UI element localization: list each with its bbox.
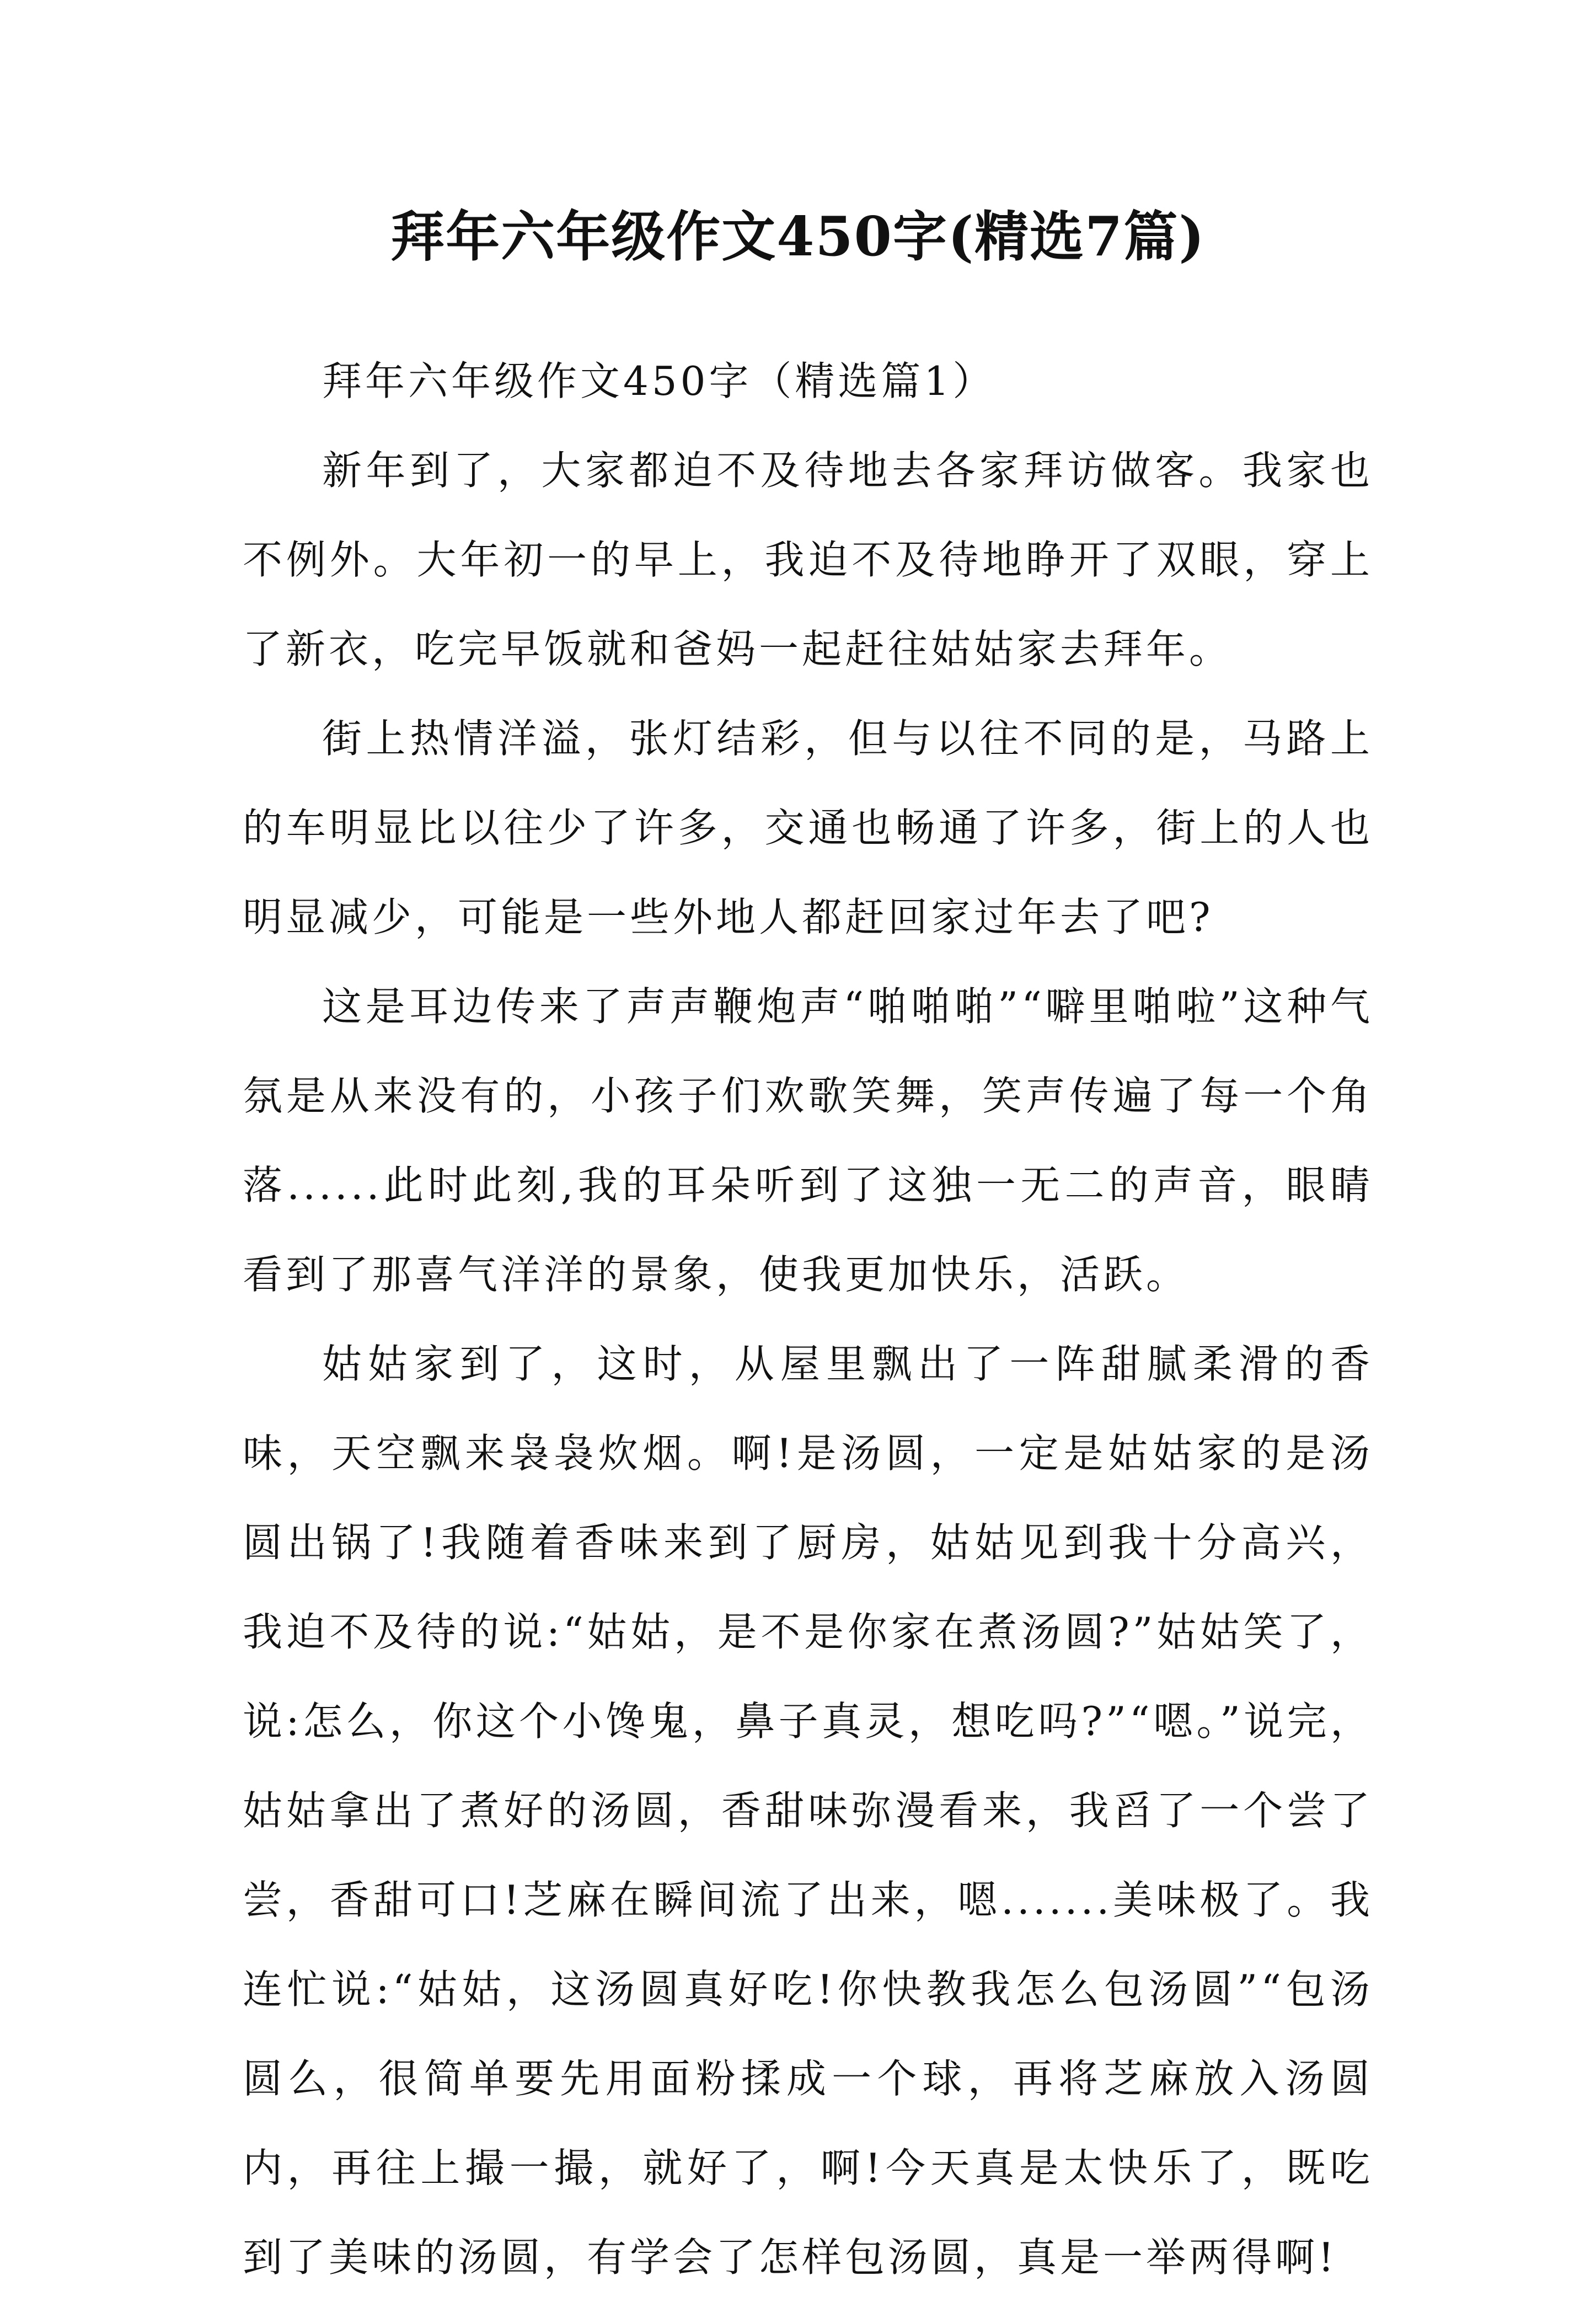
section-heading: 拜年六年级作文450字（精选篇1）: [322, 358, 996, 404]
paragraph-4: 姑姑家到了，这时，从屋里飘出了一阵甜腻柔滑的香味，天空飘来袅袅炊烟。啊!是汤圆，一定是姑姑家的是汤圆出锅了!我随着香味来到了厨房，姑姑见到我十分高兴，我迫不及待的说:“姑姑，是不是你家在煮汤圆?”姑姑笑了，说:怎么，你这个小馋鬼，鼻子真灵，想吃吗?”“嗯。”说完，姑姑拿出了煮好的汤圆，香甜味弥漫看来，我舀了一个尝了尝，香甜可口!芝麻在瞬间流了出来，嗯.......美味极了。我连忙说:“姑姑，这汤圆真好吃!你快教我怎么包汤圆”“包汤圆么，很简单要先用面粉揉成一个球，再将芝麻放入汤圆内，再往上撮一撮，就好了，啊!今天真是太快乐了，既吃到了美味的汤圆，有学会了怎样包汤圆，真是一举两得啊!: [243, 1341, 1373, 2280]
paragraph-3: 这是耳边传来了声声鞭炮声“啪啪啪”“噼里啪啦”这种气氛是从来没有的，小孩子们欢歌笑舞，笑声传遍了每一个角落......此时此刻,我的耳朵听到了这独一无二的声音，眼睛看到了那喜气洋洋的景象，使我更加快乐，活跃。: [243, 983, 1373, 1298]
document-body: [243, 336, 1373, 2302]
paragraph-2: 街上热情洋溢，张灯结彩，但与以往不同的是，马路上的车明显比以往少了许多，交通也畅通了许多，街上的人也明显减少，可能是一些外地人都赶回家过年去了吧?: [243, 715, 1373, 940]
paragraph-1: 新年到了，大家都迫不及待地去各家拜访做客。我家也不例外。大年初一的早上，我迫不及待地睁开了双眼，穿上了新衣，吃完早饭就和爸妈一起赶往姑姑家去拜年。: [243, 447, 1373, 672]
document-title: 拜年六年级作文450字(精选7篇): [390, 205, 1206, 269]
